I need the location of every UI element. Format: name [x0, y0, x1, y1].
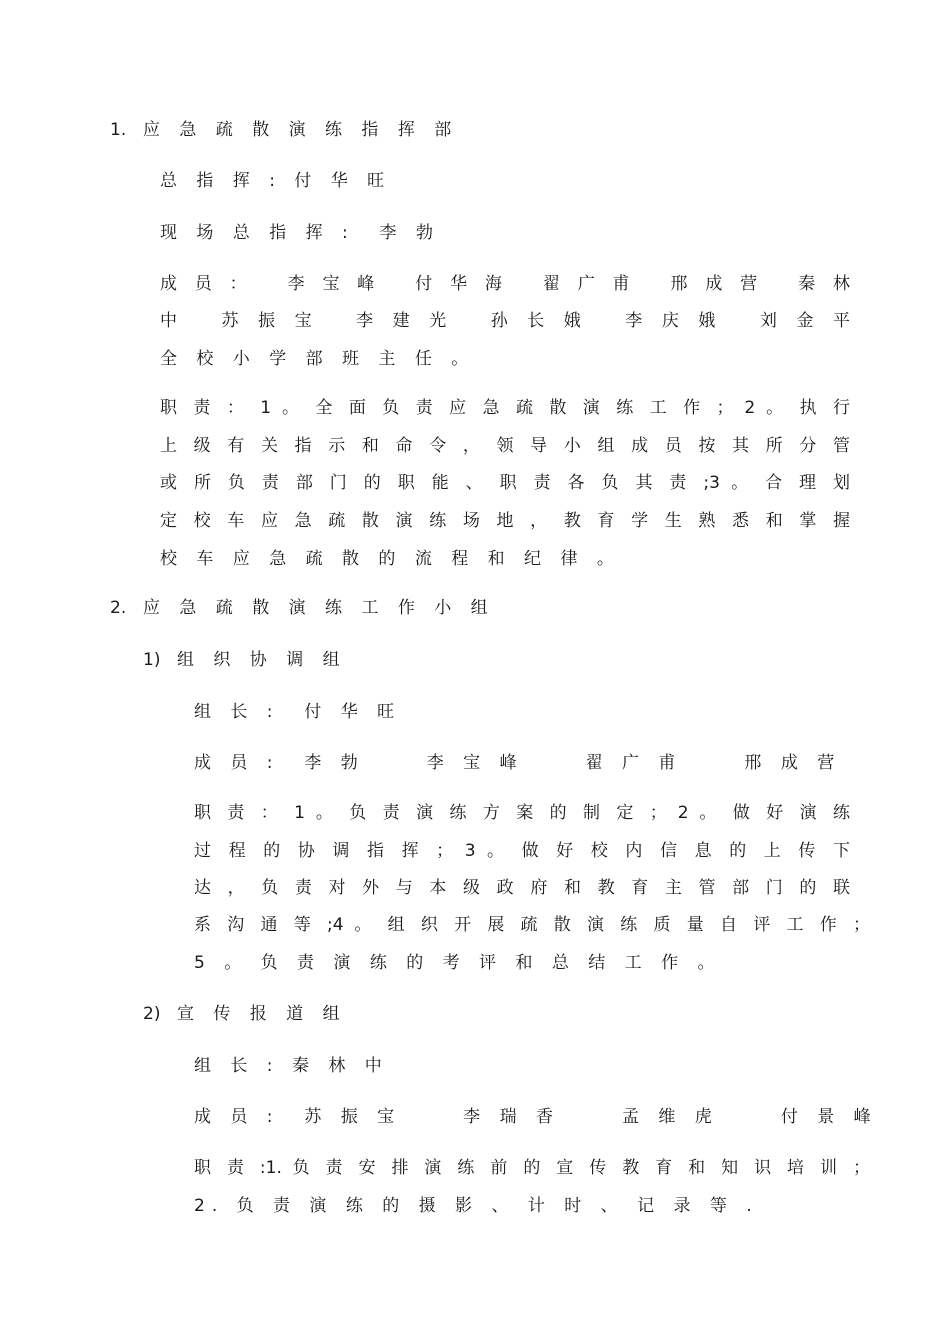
group-1-duty-line-4: 系 沟 通 等 ;4 。 组 织 开 展 疏 散 演 练 质 量 自 评 工 作 ；: [194, 915, 870, 935]
section-1-title: 应 急 疏 散 演 练 指 挥 部: [143, 120, 459, 140]
group-2-leader: 组 长 : 秦 林 中: [194, 1056, 389, 1076]
duty-line-2: 上 级 有 关 指 示 和 命 令 ， 领 导 小 组 成 员 按 其 所 分 管: [160, 436, 850, 456]
group-1-members: 成 员 : 李 勃 李 宝 峰 翟 广 甫 邢 成 营: [194, 753, 842, 773]
group-1-duty-line-3: 达 ， 负 责 对 外 与 本 级 政 府 和 教 育 主 管 部 门 的 联: [194, 878, 850, 898]
group-1-duty-line-2: 过 程 的 协 调 指 挥 ； 3 。 做 好 校 内 信 息 的 上 传 下: [194, 841, 850, 861]
group-2-title: 宣 传 报 道 组: [177, 1004, 347, 1024]
duty-line-3: 或 所 负 责 部 门 的 职 能 、 职 责 各 负 其 责 ;3 。 合 理 划: [160, 473, 850, 493]
members-line-2: 中 苏振宝 李建光 孙长娥 李庆娥 刘金平: [160, 311, 850, 331]
section-2-number: 2.: [110, 598, 127, 618]
duty-line-4: 定 校 车 应 急 疏 散 演 练 场 地 ， 教 育 学 生 熟 悉 和 掌 握: [160, 511, 850, 531]
group-1-duty-line-5: 5 。 负 责 演 练 的 考 评 和 总 结 工 作 。: [194, 953, 722, 973]
duty-line-1: 职 责 ： 1 。 全 面 负 责 应 急 疏 散 演 练 工 作 ； 2 。 执 行: [160, 398, 850, 418]
field-commander-line: 现 场 总 指 挥 : 李 勃: [160, 223, 440, 243]
commander-line: 总 指 挥 : 付 华 旺: [160, 171, 392, 191]
group-2-number: 2): [143, 1004, 161, 1024]
group-1-number: 1): [143, 650, 161, 670]
group-2-duty-line-1: 职 责 :1. 负 责 安 排 演 练 前 的 宣 传 教 育 和 知 识 培 训 ；: [194, 1158, 870, 1178]
section-2-title: 应 急 疏 散 演 练 工 作 小 组: [143, 598, 495, 618]
members-line-3: 全 校 小 学 部 班 主 任 。: [160, 349, 476, 369]
group-1-leader: 组 长 : 付 华 旺: [194, 702, 402, 722]
group-2-members: 成 员 : 苏 振 宝 李 瑞 香 孟 维 虎 付 景 峰: [194, 1107, 878, 1127]
group-2-duty-line-2: 2. 负 责 演 练 的 摄 影 、 计 时 、 记 录 等 .: [194, 1196, 759, 1216]
group-1-title: 组 织 协 调 组: [177, 650, 347, 670]
duty-line-5: 校 车 应 急 疏 散 的 流 程 和 纪 律 。: [160, 549, 621, 569]
group-1-duty-line-1: 职 责 ： 1 。 负 责 演 练 方 案 的 制 定 ； 2 。 做 好 演 练: [194, 803, 850, 823]
members-line-1: 成员： 李宝峰 付华海 翟广甫 邢成营 秦林: [160, 274, 850, 294]
section-1-number: 1.: [110, 120, 127, 140]
